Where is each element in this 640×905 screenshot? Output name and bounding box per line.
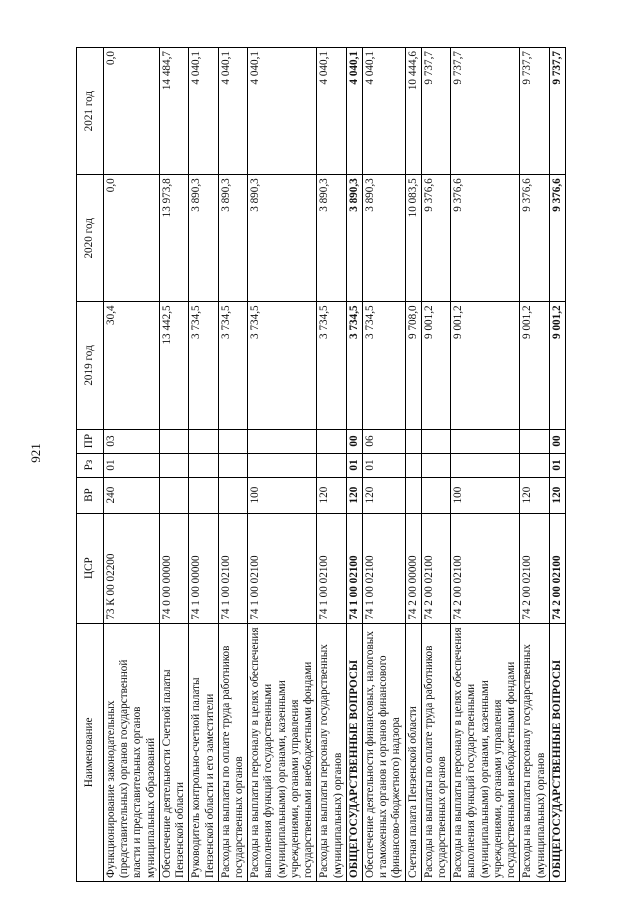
cell-csr: 74 1 00 02100	[362, 513, 405, 623]
cell-pr	[421, 429, 450, 453]
cell-pr	[218, 429, 247, 453]
cell-2021: 4 040,1	[218, 48, 247, 175]
cell-vr	[159, 477, 188, 513]
cell-name: Обеспечение деятельности Счетной палаты Пензенской области	[159, 623, 188, 881]
cell-2021: 9 737,7	[451, 48, 520, 175]
table-row	[218, 48, 247, 882]
cell-csr: 74 2 00 02100	[520, 513, 549, 623]
cell-pr: 03	[104, 429, 160, 453]
cell-vr	[405, 477, 421, 513]
header-2019: 2019 год	[77, 302, 104, 429]
table-row	[159, 48, 188, 882]
header-rz: Рз	[77, 453, 104, 477]
cell-csr: 74 2 00 00000	[405, 513, 421, 623]
cell-2021: 4 040,1	[189, 48, 218, 175]
cell-rz	[421, 453, 450, 477]
cell-vr	[218, 477, 247, 513]
cell-csr: 74 0 00 00000	[159, 513, 188, 623]
cell-rz	[248, 453, 317, 477]
table-row	[317, 48, 346, 882]
table-row	[104, 48, 160, 882]
cell-2020: 13 973,8	[159, 175, 188, 302]
cell-2020: 3 890,3	[346, 175, 362, 302]
table-row	[362, 48, 405, 882]
header-row	[77, 48, 104, 882]
cell-2021: 14 484,7	[159, 48, 188, 175]
rotated-table-container	[76, 47, 563, 882]
table-body	[104, 48, 566, 882]
cell-vr	[421, 477, 450, 513]
cell-2019: 9 001,2	[421, 302, 450, 429]
cell-csr: 74 2 00 02100	[451, 513, 520, 623]
cell-rz	[317, 453, 346, 477]
cell-csr: 74 1 00 02100	[317, 513, 346, 623]
cell-rz	[189, 453, 218, 477]
cell-2019: 9 001,2	[549, 302, 565, 429]
cell-name: Расходы на выплаты персоналу в целях обеспечения выполнения функций государственными (муниципальными) органами, казенными учреждениями, органами управления государственными внебюджетными фондами	[248, 623, 317, 881]
cell-2020: 3 890,3	[218, 175, 247, 302]
cell-vr: 100	[451, 477, 520, 513]
table-row	[451, 48, 520, 882]
cell-2021: 9 737,7	[421, 48, 450, 175]
cell-2019: 9 001,2	[520, 302, 549, 429]
cell-name: ОБЩЕГОСУДАРСТВЕННЫЕ ВОПРОСЫ	[549, 623, 565, 881]
header-csr: ЦСР	[77, 513, 104, 623]
table-row	[405, 48, 421, 882]
table-row	[549, 48, 565, 882]
cell-2021: 10 444,6	[405, 48, 421, 175]
cell-name: Расходы на выплаты персоналу государственных (муниципальных) органов	[317, 623, 346, 881]
cell-csr: 74 2 00 02100	[549, 513, 565, 623]
cell-csr: 74 1 00 02100	[218, 513, 247, 623]
cell-name: Руководитель контрольно-счетной палаты Пензенской области и его заместители	[189, 623, 218, 881]
cell-2021: 9 737,7	[549, 48, 565, 175]
cell-2021: 0,0	[104, 48, 160, 175]
cell-csr: 73 К 00 02200	[104, 513, 160, 623]
table-row	[421, 48, 450, 882]
cell-2021: 4 040,1	[317, 48, 346, 175]
cell-vr	[189, 477, 218, 513]
cell-pr	[520, 429, 549, 453]
cell-pr	[405, 429, 421, 453]
cell-vr: 120	[549, 477, 565, 513]
cell-2019: 3 734,5	[362, 302, 405, 429]
page-number: 921	[27, 443, 43, 463]
cell-2020: 3 890,3	[248, 175, 317, 302]
cell-rz: 01	[346, 453, 362, 477]
cell-name: ОБЩЕГОСУДАРСТВЕННЫЕ ВОПРОСЫ	[346, 623, 362, 881]
cell-2020: 9 376,6	[451, 175, 520, 302]
table-row	[346, 48, 362, 882]
cell-vr: 100	[248, 477, 317, 513]
cell-2019: 30,4	[104, 302, 160, 429]
cell-name: Расходы на выплаты персоналу в целях обеспечения выполнения функций государственными (муниципальными) органами, казенными учреждениями, органами управления государственными внебюджетными фондами	[451, 623, 520, 881]
cell-2019: 3 734,5	[218, 302, 247, 429]
cell-2020: 9 376,6	[421, 175, 450, 302]
cell-2019: 3 734,5	[189, 302, 218, 429]
cell-csr: 74 1 00 00000	[189, 513, 218, 623]
cell-pr	[159, 429, 188, 453]
cell-csr: 74 2 00 02100	[421, 513, 450, 623]
table-header	[77, 48, 104, 882]
cell-vr: 120	[520, 477, 549, 513]
header-pr: ПР	[77, 429, 104, 453]
cell-2019: 9 001,2	[451, 302, 520, 429]
cell-vr: 120	[317, 477, 346, 513]
cell-pr	[317, 429, 346, 453]
rotated-table-wrapper	[76, 47, 563, 882]
cell-rz: 01	[549, 453, 565, 477]
header-name: Наименование	[77, 623, 104, 881]
cell-2021: 4 040,1	[362, 48, 405, 175]
cell-2020: 3 890,3	[362, 175, 405, 302]
cell-2021: 4 040,1	[248, 48, 317, 175]
cell-pr	[189, 429, 218, 453]
cell-name: Расходы на выплаты по оплате труда работников государственных органов	[421, 623, 450, 881]
cell-name: Расходы на выплаты по оплате труда работников государственных органов	[218, 623, 247, 881]
cell-2021: 9 737,7	[520, 48, 549, 175]
cell-rz	[451, 453, 520, 477]
header-2021: 2021 год	[77, 48, 104, 175]
cell-csr: 74 1 00 02100	[248, 513, 317, 623]
header-2020: 2020 год	[77, 175, 104, 302]
cell-name: Счетная палата Пензенской области	[405, 623, 421, 881]
cell-2019: 3 734,5	[317, 302, 346, 429]
cell-rz	[520, 453, 549, 477]
cell-name: Обеспечение деятельности финансовых, налоговых и таможенных органов и органов финансового (финансово-бюджетного) надзора	[362, 623, 405, 881]
cell-2020: 10 083,5	[405, 175, 421, 302]
cell-pr	[451, 429, 520, 453]
cell-name: Функционирование законодательных (представительных) органов государственной власти и представительных органов муниципальных образований	[104, 623, 160, 881]
cell-vr: 120	[346, 477, 362, 513]
cell-2019: 3 734,5	[346, 302, 362, 429]
cell-pr: 06	[362, 429, 405, 453]
cell-rz: 01	[362, 453, 405, 477]
cell-2020: 3 890,3	[189, 175, 218, 302]
cell-2021: 4 040,1	[346, 48, 362, 175]
cell-pr: 00	[346, 429, 362, 453]
cell-2020: 3 890,3	[317, 175, 346, 302]
cell-vr: 240	[104, 477, 160, 513]
cell-rz	[405, 453, 421, 477]
cell-2020: 9 376,6	[520, 175, 549, 302]
cell-2019: 3 734,5	[248, 302, 317, 429]
cell-vr: 120	[362, 477, 405, 513]
cell-name: Расходы на выплаты персоналу государственных (муниципальных) органов	[520, 623, 549, 881]
table-row	[189, 48, 218, 882]
cell-pr	[248, 429, 317, 453]
budget-table	[76, 47, 566, 882]
header-vr: ВР	[77, 477, 104, 513]
cell-2020: 9 376,6	[549, 175, 565, 302]
cell-pr: 00	[549, 429, 565, 453]
cell-rz	[218, 453, 247, 477]
cell-2020: 0,0	[104, 175, 160, 302]
cell-rz	[159, 453, 188, 477]
cell-2019: 9 708,0	[405, 302, 421, 429]
cell-csr: 74 1 00 02100	[346, 513, 362, 623]
cell-rz: 01	[104, 453, 160, 477]
table-row	[520, 48, 549, 882]
table-row	[248, 48, 317, 882]
cell-2019: 13 442,5	[159, 302, 188, 429]
